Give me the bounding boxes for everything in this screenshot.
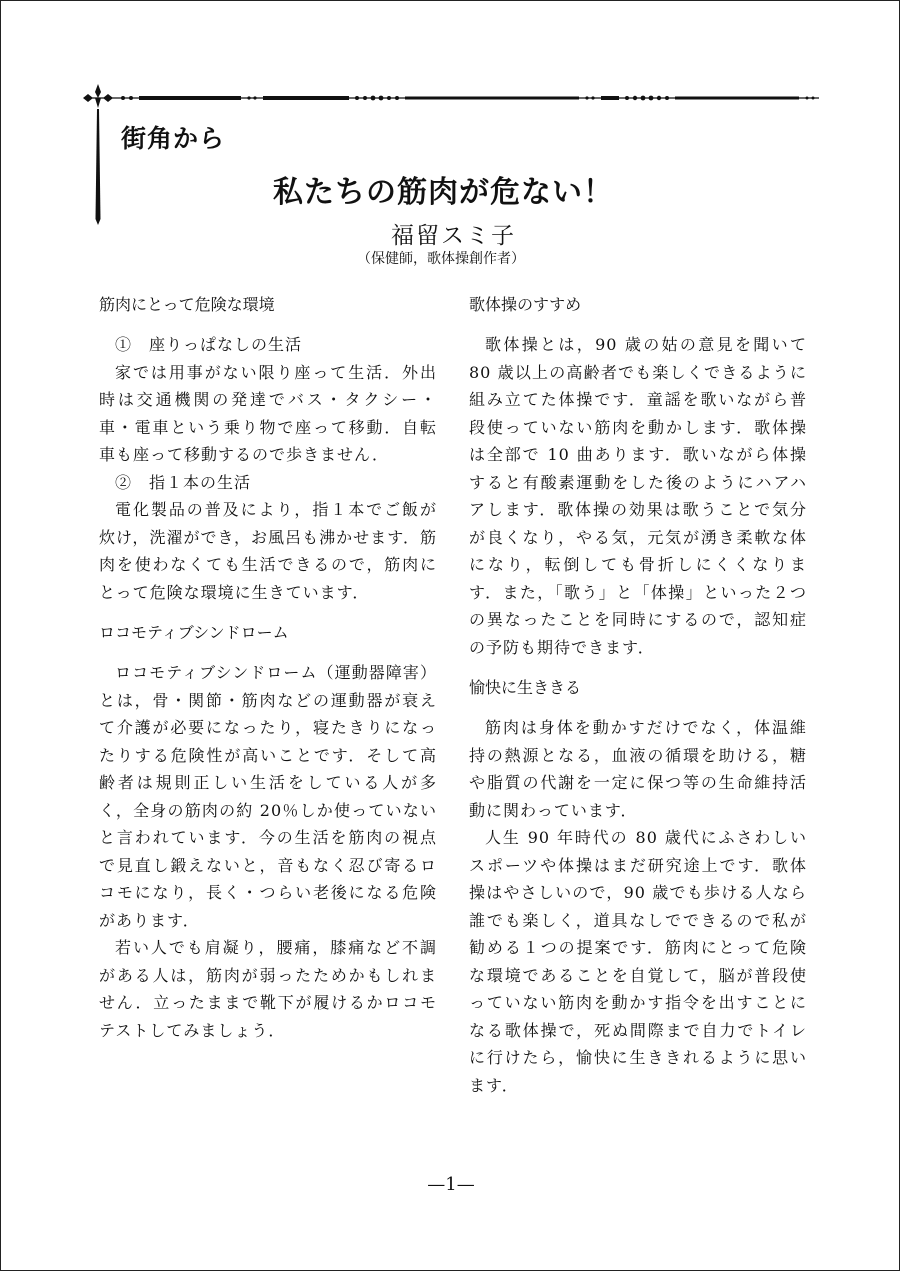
paragraph-one-finger: 電化製品の普及により，指１本でご飯が炊け，洗濯ができ，お風呂も沸かせます．筋肉を使わなくても生活できるので，筋肉にとって危険な環境に生きています． [99,500,437,602]
list-item-label-one-finger: ② 指１本の生活 [115,472,252,492]
section-heading-live-fully: 愉快に生ききる [469,678,582,697]
article-title: 私たちの筋肉が危ない！ [273,175,614,210]
paragraph-sitting: 家では用事がない限り座って生活．外出時は交通機関の発達でバス・タクシー・車・電車という乗り物で座って移動．自転車も座って移動するので歩きません． [99,362,437,464]
section-heading-locomotive-syndrome: ロコモティブシンドローム [99,623,289,642]
author-name: 福留スミ子 [391,223,516,249]
section-heading-song-exercise: 歌体操のすすめ [469,295,582,314]
left-column [99,291,437,1044]
paragraph-live-fully: 人生 90 年時代の 80 歳代にふさわしいスポーツや体操はまだ研究途上です．歌体操はやさしいので，90 歳でも歩ける人なら誰でも楽しく，道具なしでできるので私が勧める１つの提案です．筋肉にとって危険な環境であることを自覚して，脳が普段使っていない筋肉を動かす指令を出すことになる歌体操で，死ぬ間際まで自力でトイレに行けたら，愉快に生ききれるように思います． [469,828,807,1095]
section-heading-dangerous-environment: 筋肉にとって危険な環境 [99,295,275,314]
page-number: —1— [427,1174,475,1195]
author-role: （保健師，歌体操創作者） [357,251,525,267]
right-column [469,291,807,1099]
paragraph-song-exercise: 歌体操とは，90 歳の姑の意見を聞いて 80 歳以上の高齢者でも楽しくできるように組み立てた体操です．童謡を歌いながら普段使っていない筋肉を動かします．歌体操は全部で 10 曲あります．歌いながら体操すると有酸素運動をした後のようにハアハアします．歌体操の効果は歌うことで気分が良くなり，やる気，元気が湧き柔軟な体になり，転倒しても骨折しにくくなります．また，「歌う」と「体操」といった２つの異なったことを同時にするので，認知症の予防も期待できます． [469,335,807,657]
paragraph-locomotive-test: 若い人でも肩凝り，腰痛，膝痛など不調がある人は，筋肉が弱ったためかもしれません．立ったままで靴下が履けるかロコモテストしてみましょう． [99,938,437,1040]
paragraph-muscle-functions: 筋肉は身体を動かすだけでなく，体温維持の熱源となる，血液の循環を助ける，糖や脂質の代謝を一定に保つ等の生命維持活動に関わっています． [469,718,807,820]
paragraph-locomotive-definition: ロコモティブシンドローム（運動器障害）とは，骨・関節・筋肉などの運動器が衰えて介護が必要になったり，寝たきりになったりする危険性が高いことです．そして高齢者は規則正しい生活をしている人が多く，全身の筋肉の約 20％しか使っていないと言われています．今の生活を筋肉の視点で見直し鍛えないと，音もなく忍び寄るロコモになり，長く・つらい老後になる危険があります． [99,663,437,930]
series-label: 街角から [121,124,226,153]
list-item-label-sitting: ① 座りっぱなしの生活 [115,335,303,354]
